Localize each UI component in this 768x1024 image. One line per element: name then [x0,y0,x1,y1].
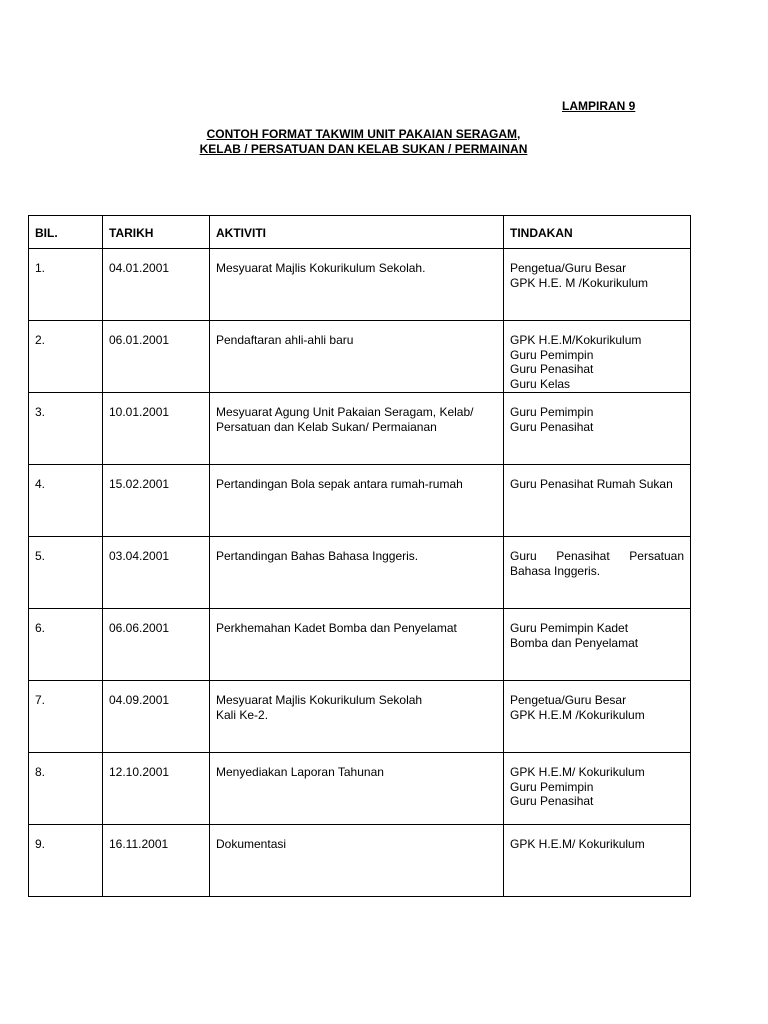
cell-bil: 7. [29,681,103,753]
cell-tarikh: 15.02.2001 [103,465,210,537]
cell-tindakan [504,321,691,393]
cell-tindakan [504,249,691,321]
cell-tindakan [504,753,691,825]
cell-tindakan [504,825,691,897]
table-row [29,753,691,825]
cell-aktiviti [210,753,504,825]
aktiviti-line: Persatuan dan Kelab Sukan/ Permaianan [216,419,437,434]
aktiviti-line: Dokumentasi [216,837,287,851]
tindakan-line: GPK H.E.M/Kokurikulum [510,333,642,347]
cell-bil: 8. [29,753,103,825]
cell-bil: 1. [29,249,103,321]
tindakan-line: Pengetua/Guru Besar [510,693,627,707]
cell-tarikh: 16.11.2001 [103,825,210,897]
cell-bil: 3. [29,393,103,465]
document-title [0,127,727,157]
cell-tarikh: 03.04.2001 [103,537,210,609]
title-line-2: KELAB / PERSATUAN DAN KELAB SUKAN / PERMAINAN [199,142,528,156]
tindakan-line: Pengetua/Guru Besar [510,261,627,275]
aktiviti-line: Mesyuarat Agung Unit Pakaian Seragam, Kelab/ [216,405,474,419]
aktiviti-line: Mesyuarat Majlis Kokurikulum Sekolah. [216,261,426,275]
cell-aktiviti [210,537,504,609]
tindakan-line: GPK H.E.M/ Kokurikulum [510,837,645,851]
cell-tindakan [504,393,691,465]
cell-aktiviti [210,465,504,537]
cell-tindakan [504,537,691,609]
tindakan-line: Guru Pemimpin [510,779,594,794]
cell-tindakan [504,609,691,681]
header-bil: BIL. [29,216,103,249]
cell-bil: 5. [29,537,103,609]
cell-bil: 6. [29,609,103,681]
table-row [29,609,691,681]
table-row [29,393,691,465]
cell-aktiviti [210,825,504,897]
header-tindakan: TINDAKAN [504,216,691,249]
aktiviti-line: Pertandingan Bola sepak antara rumah-rumah [216,477,463,491]
aktiviti-line: Pertandingan Bahas Bahasa Inggeris. [216,549,419,563]
cell-aktiviti [210,609,504,681]
cell-tarikh: 12.10.2001 [103,753,210,825]
aktiviti-line: Mesyuarat Majlis Kokurikulum Sekolah [216,693,423,707]
aktiviti-line: Pendaftaran ahli-ahli baru [216,333,354,347]
tindakan-line: Guru Penasihat [510,419,594,434]
tindakan-line: GPK H.E. M /Kokurikulum [510,275,649,290]
cell-aktiviti [210,681,504,753]
table-row [29,681,691,753]
table-row [29,249,691,321]
cell-tarikh: 04.01.2001 [103,249,210,321]
tindakan-line: Guru Kelas [510,376,571,391]
table-row [29,537,691,609]
cell-tindakan [504,465,691,537]
tindakan-line: Guru Penasihat Rumah Sukan [510,477,673,491]
header-aktiviti: AKTIVITI [210,216,504,249]
table-row [29,465,691,537]
tindakan-line: Guru Penasihat [510,794,594,808]
cell-bil: 4. [29,465,103,537]
cell-aktiviti [210,393,504,465]
cell-aktiviti [210,321,504,393]
tindakan-line: Guru Pemimpin [510,405,594,419]
aktiviti-line: Perkhemahan Kadet Bomba dan Penyelamat [216,621,457,635]
cell-tarikh: 10.01.2001 [103,393,210,465]
tindakan-line: Guru Pemimpin Kadet [510,621,629,635]
tindakan-line: Bomba dan Penyelamat [510,635,639,650]
aktiviti-line: Kali Ke-2. [216,707,269,722]
table-row [29,825,691,897]
cell-bil: 2. [29,321,103,393]
tindakan-line: GPK H.E.M /Kokurikulum [510,707,645,722]
tindakan-line: Guru Penasihat Persatuan Bahasa Inggeris. [510,549,684,578]
tindakan-line: Guru Penasihat [510,362,594,376]
header-tarikh: TARIKH [103,216,210,249]
title-line-1: CONTOH FORMAT TAKWIM UNIT PAKAIAN SERAGAM, [206,127,521,141]
aktiviti-line: Menyediakan Laporan Tahunan [216,765,384,779]
cell-bil: 9. [29,825,103,897]
cell-tarikh: 04.09.2001 [103,681,210,753]
cell-tarikh: 06.06.2001 [103,609,210,681]
table-row [29,321,691,393]
cell-tarikh: 06.01.2001 [103,321,210,393]
takwim-table [28,215,691,897]
lampiran-label: LAMPIRAN 9 [562,99,636,113]
cell-aktiviti [210,249,504,321]
table-header-row [29,216,691,249]
tindakan-line: Guru Pemimpin [510,347,594,362]
tindakan-line: GPK H.E.M/ Kokurikulum [510,765,645,779]
cell-tindakan [504,681,691,753]
